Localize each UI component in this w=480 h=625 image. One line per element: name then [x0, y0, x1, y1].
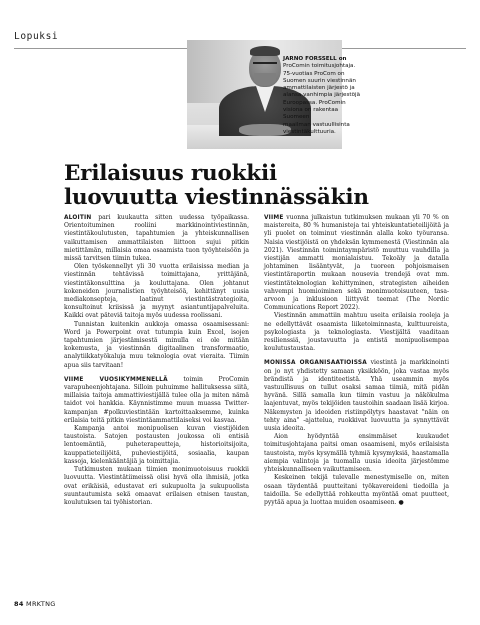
paragraph: Keskeinen tekijä tulevalle menestymiselle on, miten osaan täydentää puutteitani työkavereideni tiedoilla ja taidoilla. Se edellyttää rohkeutta myöntää omat puutteet, pyytää apua ja luottaa muiden osaamiseen. ●	[264, 474, 449, 506]
caption-line: Euroopassa. ProComin	[283, 99, 346, 106]
lead-in: ALOITIN	[64, 215, 92, 221]
right-column	[264, 214, 449, 507]
left-column	[64, 214, 249, 507]
lead-in: MONISSA ORGANISAATIOISSA	[264, 360, 367, 367]
paragraph: Tutkimusten mukaan tiimien monimuotoisuus ruokkii luovuutta. Viestintätiimeissä olisi hyvä olla ihmisiä, jotka ovat erikäisiä, edustavat eri sukupuolta ja sukupuolista suuntautumista sekä omaavat erilaisen etnisen taustan, koulutuksen tai työhistorian.	[64, 466, 249, 506]
section-label: Lopuksi	[14, 31, 59, 42]
headline-line-1: Erilaisuus ruokkii	[64, 161, 277, 186]
lead-in: VIIME VUOSIKYMMENELLÄ	[64, 376, 168, 383]
paragraph	[64, 214, 249, 263]
paragraph-text: pari kuukautta sitten uudessa työpaikassa. Orientoituminen rooliini markkinointiviestinnän, viestintäkoulutusten, tapahtumien ja yhteiskunnallisen vaikuttamisen ammattilaisten liittoon sujui pitkin mietittämän, millaisia omaa osaamista tuon työyhteisöön ja missä tarvitsen tiimin tukea.	[64, 214, 249, 263]
paragraph-text: vuonna julkaistun tutkimuksen mukaan yli 70 % on maistereita, 80 % humanisteja tai yhteiskuntatieteilijöitä ja yli puolet on toiminut viestinnän alalla koko työuransa. Naisia viestijöistä on yhdeksän kymmenestä (Viestinnän ala 2021). Viestinnän toimintaympäristö muuttuu vauhdilla ja viestijän ammatti monialaistuu. Tekoäly ja datalla johtaminen lisääntyvät, ja tuoreen pohjoismaisen viestintäraportin mukaan nousevia trendejä ovat mm. viestintäteknologian kehittyminen, strategisten aiheiden vahvempi huomioiminen sekä monimuotoisuuteen, tasa-arvoon ja inklusioon liittyvät teemat (The Nordic Communications Report 2022).	[264, 214, 449, 312]
paragraph	[264, 214, 449, 312]
paragraph: Kampanja antoi monipuolisen kuvan viestijöiden taustoista. Satojen postausten joukossa oli entisiä lentoemäntiä, puheterapeutteja, historioitsijoita, kauppatieteilijöitä, puheviestijöitä, sosiaalia, kaupan kassoja, kielenkääntäjiä ja toimittajia.	[64, 425, 249, 465]
paragraph	[64, 376, 249, 425]
caption-line: ammattilaisten järjestö ja	[283, 85, 355, 92]
caption-line: 75-vuotias ProCom on	[283, 70, 345, 77]
caption-line: JARNO FORSSELL on	[283, 56, 347, 62]
page-number: 84	[14, 600, 24, 608]
article-headline	[64, 162, 369, 210]
paragraph: Viestinnän ammattiin mahtuu useita erilaisia rooleja ja ne edellyttävät osaamista liiketoiminnasta, kulttuureista, psykologiasta ja teknologiasta. Viestijältä vaaditaan resilienssiä, joustavuutta ja entistä monipuolisempaa koulutustaustaa.	[264, 312, 449, 353]
caption-line: ProComin toimitusjohtaja.	[283, 63, 356, 70]
paragraph-text: toimin ProComin varapuheenjohtajana. Silloin puhuimme hallituksessa siitä, millaisia taitoja ammattiviestijällä tulee olla ja miten nämä taidot voi hankkia. Käynnistimme muun muassa Twitter-kampanjan #polkuviestintään kartoittaaksemme, kuinka erilaisia teitä pitkin viestintäammattilaiseksi voi kasvaa.	[64, 375, 249, 424]
page-footer	[14, 600, 56, 608]
paragraph: Tunnistan kuitenkin aukkoja omassa osaamisessani: Word ja Powerpoint ovat tutumpia kuin Excel, isojen tapahtumien järjestämisestä minulla ei ole mitään kokemusta, ja viestinnän digitaalinen transformaatio, analytiikkatyökaluja muu teknologia ovat vieraita. Tiimin apua siis tarvitaan!	[64, 320, 249, 369]
magazine-name: MRKTNG	[26, 600, 56, 608]
caption-line: maailman vastuullisinta	[283, 121, 350, 128]
caption-line: alansa vanhimpia järjestöjä	[283, 92, 361, 99]
paragraph-text: viestintä ja markkinointi on jo nyt yhdistetty samaan yksikköön, joka vastaa myös brändistä ja identiteetistä. Yhä useammin myös vastuullisuus on tullut osaksi samaa tiimiä, mitä pidän hyvänä. Sillä samalla kun tiimin vastuu ja näkökulma laajentuvat, myös tekijöiden taustoihin saadaan lisää kirjoa. Näkemysten ja ideoiden ristiinpölytys haastavat "näin on tehty aina" -ajattelua, ruokkivat luovuutta ja synnyttävät uusia ideoita.	[264, 359, 449, 433]
caption-line: visiona on rakentaa Suomeen	[283, 107, 339, 121]
headline-line-2: luovuutta viestinnässäkin	[64, 185, 369, 210]
caption-line: viestintäkulttuuria.	[283, 128, 336, 135]
paragraph: Aion hyödyntää ensimmäiset kuukaudet toimitusjohtajana paitsi oman osaamiseni, myös erilaisista taustoista, myös kysymällä tyhmiä kysymyksiä, haastamalla aiempia valintoja ja tuomalla uusia ideoita järjestömme yhteiskunnalliseen vaikuttamiseen.	[264, 433, 449, 474]
lead-in: VIIME	[264, 215, 284, 221]
paragraph: Olen työskennellyt yli 30 vuotta erilaisissa median ja viestinnän tehtävissä toimittajana, yrittäjänä, viestintäkonsulttina ja kouluttajana. Olen johtanut kokeneiden journalistien työyhteisöä, kehittänyt uusia mediakonsepteja, laatinut viestintästrategioita, konsultoinut kriisissä ja myynyt asiantuntijapalveluita. Kaikki ovat päteviä taitoja myös uudessa roolissani.	[64, 263, 249, 320]
photo-caption	[283, 56, 365, 136]
paragraph	[264, 359, 449, 433]
caption-line: Suomen suurin viestinnän	[283, 77, 356, 84]
